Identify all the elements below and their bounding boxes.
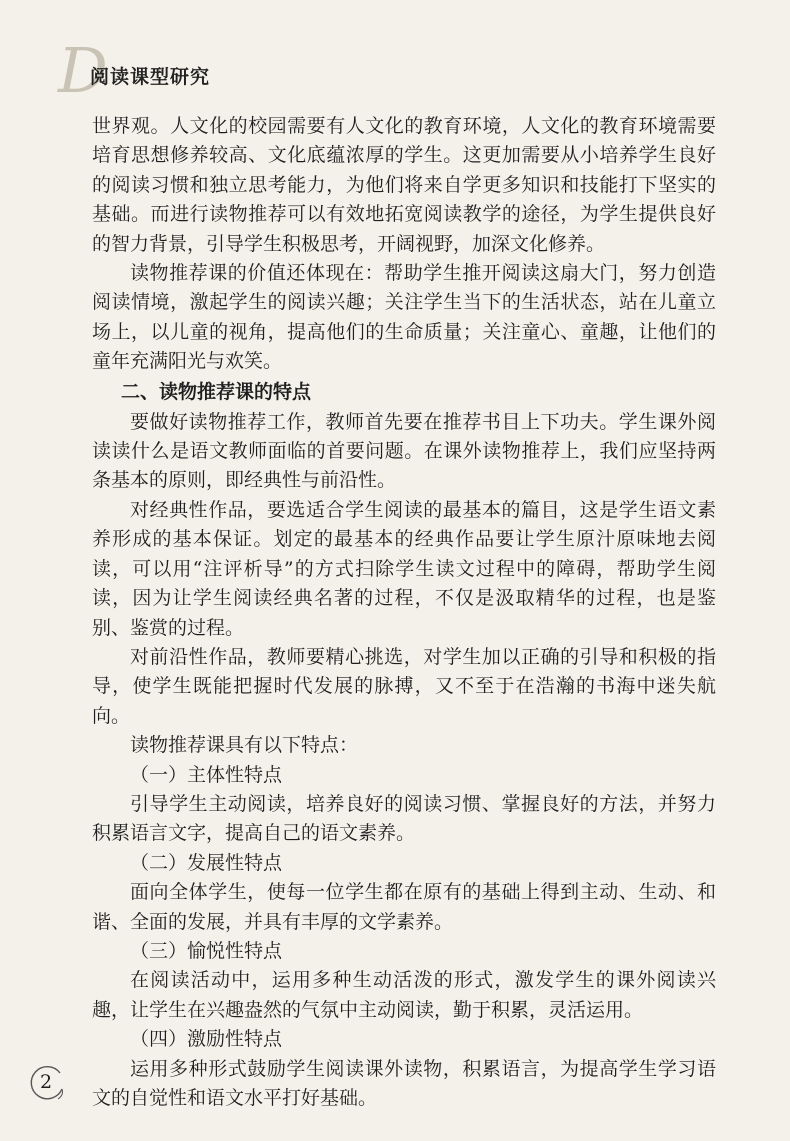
subheading: （一）主体性特点 <box>130 763 283 786</box>
running-header <box>58 34 738 107</box>
paragraph: 面向全体学生，使每一位学生都在原有的基础上得到主动、生动、和谐、全面的发展，并具有丰厚的文学素养。 <box>92 881 716 933</box>
subheading: （二）发展性特点 <box>130 851 283 874</box>
page-body <box>92 112 716 1113</box>
paragraph: 读物推荐课的价值还体现在：帮助学生推开阅读这扇大门，努力创造阅读情境，激起学生的阅读兴趣；关注学生当下的生活状态，站在儿童立场上，以儿童的视角，提高他们的生命质量；关注童心、童趣，让他们的童年充满阳光与欢笑。 <box>92 262 716 373</box>
subheading: （三）愉悦性特点 <box>130 939 283 962</box>
paragraph: 在阅读活动中，运用多种生动活泼的形式，激发学生的课外阅读兴趣，让学生在兴趣盎然的气氛中主动阅读，勤于积累，灵活运用。 <box>92 969 716 1021</box>
paragraph: 对前沿性作品，教师要精心挑选，对学生加以正确的引导和积极的指导，使学生既能把握时代发展的脉搏，又不至于在浩瀚的书海中迷失航向。 <box>92 645 716 727</box>
paragraph: 运用多种形式鼓励学生阅读课外读物，积累语言，为提高学生学习语文的自觉性和语文水平打好基础。 <box>92 1057 716 1109</box>
header-decorative-letter: D <box>58 34 108 107</box>
paragraph-continued: 世界观。人文化的校园需要有人文化的教育环境，人文化的教育环境需要培育思想修养较高、文化底蕴浓厚的学生。这更加需要从小培养学生良好的阅读习惯和独立思考能力，为他们将来自学更多知识和技能打下坚实的基础。而进行读物推荐可以有效地拓宽阅读教学的途径，为学生提供良好的智力背景，引导学生积极思考，开阔视野，加深文化修养。 <box>92 115 716 255</box>
paragraph: 读物推荐课具有以下特点： <box>130 734 359 757</box>
paragraph: 引导学生主动阅读，培养良好的阅读习惯、掌握良好的方法，并努力积累语言文字，提高自己的语文素养。 <box>92 792 716 845</box>
paragraph: 对经典性作品，要选适合学生阅读的最基本的篇目，这是学生语文素养形成的基本保证。划定的最基本的经典作品要让学生原汁原味地去阅读，可以用“注评析导”的方式扫除学生读文过程中的障碍，帮助学生阅读，因为让学生阅读经典名著的过程，不仅是汲取精华的过程，也是鉴别、鉴赏的过程。 <box>92 498 716 639</box>
page-number-badge <box>24 1061 68 1105</box>
subheading: （四）激励性特点 <box>130 1028 283 1051</box>
page-number: 2 <box>40 1071 53 1093</box>
paragraph: 要做好读物推荐工作，教师首先要在推荐书目上下功夫。学生课外阅读读什么是语文教师面临的首要问题。在课外读物推荐上，我们应坚持两条基本的原则，即经典性与前沿性。 <box>92 410 716 492</box>
section-heading: 二、读物推荐课的特点 <box>121 380 312 403</box>
book-title: 阅读课型研究 <box>90 66 211 88</box>
